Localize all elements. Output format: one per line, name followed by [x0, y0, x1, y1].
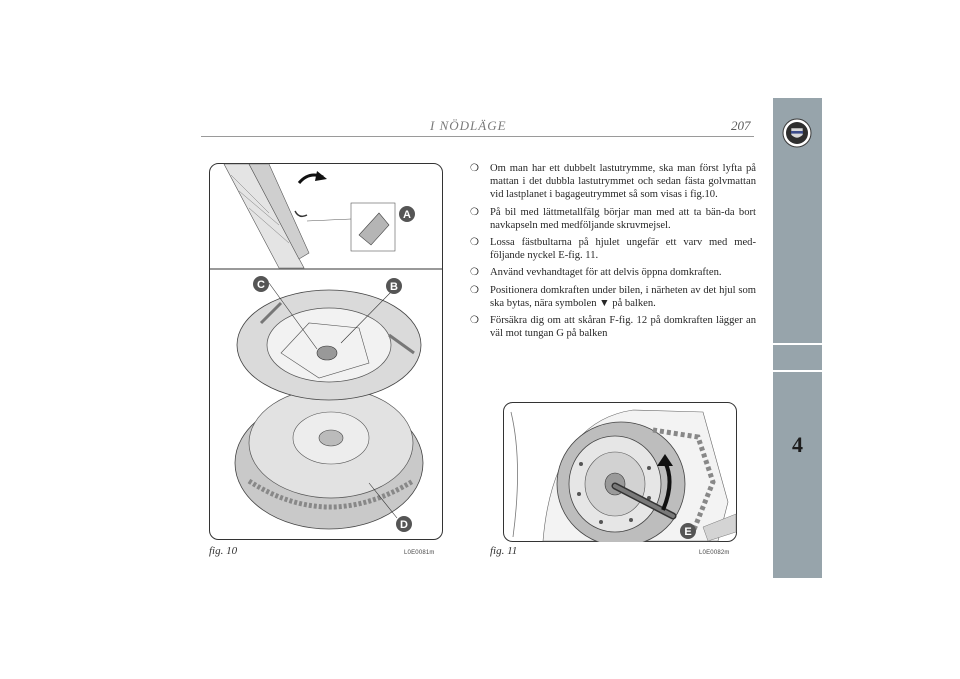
- page-number: 207: [731, 118, 751, 133]
- bullet-mark: ❍: [470, 237, 479, 249]
- instruction-item: [470, 236, 756, 262]
- sidebar-divider: [773, 370, 822, 372]
- sidebar-divider: [773, 343, 822, 345]
- instruction-text: Lossa fästbultarna på hjulet ungefär ett varv med med-följande nyckel E-fig. 11.: [490, 237, 756, 262]
- callout-c: [252, 275, 270, 293]
- instruction-text: Om man har ett dubbelt lastutrymme, ska man först lyfta på mattan i det dubbla lastutrymmet och sedan fästa golvmattan vid lastplanet i bagageutrymmet så som visas i fig.10.: [490, 163, 756, 201]
- fig11-code: L0E0082m: [699, 550, 730, 556]
- chapter-number: 4: [792, 432, 803, 457]
- callout-a: [398, 205, 416, 223]
- instruction-item: [470, 206, 756, 232]
- chapter-sidebar: [773, 98, 822, 578]
- fig11-label: fig. 11: [490, 545, 518, 557]
- instruction-item: [470, 314, 756, 340]
- bullet-mark: ❍: [470, 267, 479, 279]
- figure-10: [209, 163, 443, 540]
- instruction-item: [470, 162, 756, 202]
- lancia-shield-icon: [782, 118, 812, 148]
- instruction-item: [470, 266, 756, 279]
- instruction-text: Försäkra dig om att skåran F-fig. 12 på domkraften lägger an väl mot tungan G på balken: [490, 315, 756, 340]
- instruction-text: På bil med lättmetallfälg börjar man med att ta bän-da bort navkapseln med medföljande skruvmejsel.: [490, 206, 756, 231]
- bullet-mark: ❍: [470, 284, 479, 296]
- fig10-code: L0E0081m: [404, 550, 435, 556]
- callout-d: [395, 515, 413, 533]
- callout-c-label: C: [257, 279, 265, 291]
- instruction-text: Använd vevhandtaget för att delvis öppna domkraften.: [490, 267, 722, 279]
- wheel-wrench-illustration: [503, 402, 737, 542]
- section-title: I NÖDLÄGE: [430, 118, 507, 133]
- instruction-item: [470, 284, 756, 310]
- callout-b-label: B: [390, 281, 398, 293]
- instruction-text: Positionera domkraften under bilen, i närheten av det hjul som ska bytas, nära symbolen ▼ på balken.: [490, 284, 756, 309]
- callout-e: [679, 522, 697, 540]
- callout-d-label: D: [400, 519, 408, 531]
- bullet-mark: ❍: [470, 163, 479, 174]
- callout-a-label: A: [403, 209, 411, 221]
- header-rule: [201, 136, 754, 137]
- instruction-list: [470, 162, 756, 344]
- fig10-label: fig. 10: [209, 545, 238, 557]
- figure-11: [503, 402, 737, 542]
- callout-e-label: E: [684, 526, 692, 538]
- callout-b: [385, 277, 403, 295]
- bullet-mark: ❍: [470, 206, 479, 218]
- bullet-mark: ❍: [470, 315, 479, 327]
